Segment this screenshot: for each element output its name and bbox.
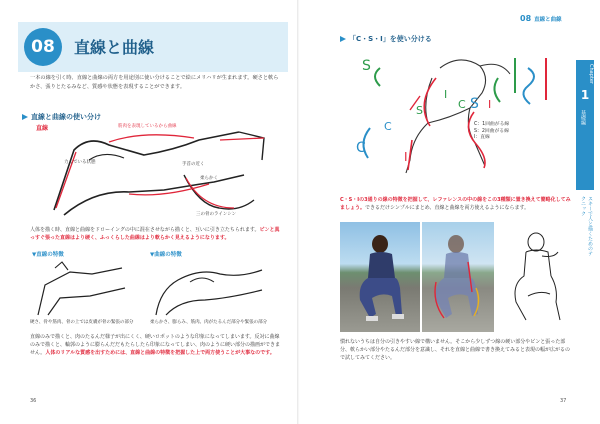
line-drawing-panel <box>496 222 572 332</box>
head-shape <box>372 235 388 253</box>
red-i-stroke <box>408 140 412 170</box>
right-section-heading <box>340 34 432 44</box>
legend-c: C：1回曲がる線 <box>474 122 510 127</box>
curve-arm-sketch <box>150 260 270 318</box>
shoe-shape <box>366 316 378 321</box>
body-text-1b-highlight: ピンと真っすぐ張った直線はより硬く、ふっくらした曲線はより軟らかく見えるようになります。 <box>30 227 280 241</box>
page-title: 直線と曲線 <box>74 38 155 57</box>
letter-c: C <box>458 98 466 111</box>
chapter-tab <box>576 60 594 190</box>
running-head-number: 08 <box>520 14 532 23</box>
letter-c: C <box>384 120 392 133</box>
curve-arm-outline <box>166 290 262 315</box>
letter-s: S <box>362 58 371 74</box>
torso-line <box>526 250 551 276</box>
side-title-strip <box>576 196 594 256</box>
running-head-title: 直線と曲線 <box>534 17 562 23</box>
overlay-photo <box>422 222 494 332</box>
arrow-icon <box>22 114 28 120</box>
section-number-badge: 08 <box>24 28 62 66</box>
letter-s: S <box>416 104 423 117</box>
arrow-icon <box>340 36 346 42</box>
sub-heading-straight: ▼直線の特徴 <box>32 252 64 258</box>
red-curve-line <box>109 135 194 142</box>
blue-s-mark <box>523 68 534 104</box>
figure-outline <box>440 60 486 166</box>
hand-outline <box>239 132 264 160</box>
straight-arm-outline <box>48 288 125 315</box>
right-body-text-1 <box>340 196 572 212</box>
fist-outline <box>55 262 68 270</box>
head-shape <box>448 235 464 253</box>
chapter-header <box>18 22 288 72</box>
straight-arm-sketch <box>30 260 145 318</box>
annotation-upper: 手首の近く <box>182 162 205 167</box>
caption-straight: 硬さ、骨や筋肉、骨の上では皮膚が骨の緊張の部分 <box>30 320 134 325</box>
page-number-left: 36 <box>30 398 37 404</box>
green-s-mark <box>375 68 380 86</box>
woman-squat-silhouette <box>340 222 420 332</box>
annotation-forearm: 力んでいる状態 <box>64 160 96 165</box>
letter-c: C <box>356 140 366 156</box>
legend-i: I：直線 <box>474 135 490 140</box>
annotation-bicep: 筋肉を表現しているから曲線 <box>118 124 177 129</box>
page-number-right: 37 <box>560 398 567 404</box>
sub-heading-curve: ▼曲線の特徴 <box>150 252 182 258</box>
green-c-mark <box>494 78 500 102</box>
body-text-2a: 直線のみで描くと、肉のたるんだ様子が出にくく、硬いロボットのような印象になってしまいます。反対に曲線のみで描くと、輪郭のように膨らんだだもたらしたら印象になってしまい、肉のように硬い部分の描画ができません。 <box>30 334 281 356</box>
letter-i: I <box>444 88 448 101</box>
sub-heading-curve-text: 曲線の特徴 <box>154 252 182 258</box>
chapter-label: Chapter <box>588 64 594 84</box>
legend-s: S：2回曲がる線 <box>474 128 509 134</box>
letter-i: I <box>404 150 408 164</box>
right-body-text-2: 慣れないうちは自分の引きやすい線で構いません。そこから少しずつ線の硬い部分やピンと張った部分、軟らかい部分やたるんだ部分を意識し、それを直線と曲線で書き換えてみると表現の幅が広がるので試してみてください。 <box>340 339 571 361</box>
woman-squat-drawing <box>496 222 572 332</box>
head-line <box>528 233 544 251</box>
csi-figure-illustration <box>350 48 565 178</box>
shoe-shape <box>392 314 404 319</box>
body-text-1a: 人体を描く時、直線と曲線をドローイングの中に混在させながら描くと、互いに引き立たちられます。 <box>30 227 260 233</box>
annotation-soft: 柔らかく <box>200 176 218 181</box>
annotation-sketch-note: 三の骨のラインシン <box>196 212 237 217</box>
left-page <box>0 0 298 424</box>
red-straight-line <box>220 138 264 140</box>
curve-arm-outline <box>156 270 262 315</box>
section-heading-text: 直線と曲線の使い分け <box>31 113 101 121</box>
body-text-2 <box>30 333 282 357</box>
woman-squat-overlay <box>422 222 494 332</box>
chapter-title: 基礎編 <box>580 110 586 125</box>
muscle-curve <box>190 278 214 282</box>
leg-line <box>515 252 526 320</box>
right-body-text-1a-highlight: C・S・Iの3通りの線の特徴を把握して、レファレンスの中の線をこの3種類に置き換えて簡略化してみましょう。 <box>340 197 571 211</box>
running-head <box>520 14 562 23</box>
side-title: スキーで人と描くためのテクニック <box>580 196 593 256</box>
arm-outline-top <box>54 132 239 210</box>
chapter-number: 1 <box>580 88 590 102</box>
legs-shape <box>360 278 402 318</box>
letter-s: S <box>470 96 479 112</box>
sub-heading-straight-text: 直線の特徴 <box>36 252 64 258</box>
thigh-line <box>528 292 550 296</box>
letter-i: I <box>488 98 492 111</box>
legs-shape <box>436 278 478 318</box>
intro-text: 一本の線を引く時、直線と曲線の両方を用途別に使い分けることで絵にメリハリが生まれます。硬さと軟らかさ、張りとたるみなど、質感や状態を表現することができます。 <box>30 75 279 90</box>
right-section-heading-text: 「C・S・I」を使い分ける <box>349 35 432 43</box>
caption-curve: 柔らかさ、膨らみ、筋肉、肉がたるんだ部分や緊張の部分 <box>150 320 268 325</box>
leg-line <box>551 276 560 320</box>
arm-illustration <box>34 120 274 222</box>
torso-shape <box>368 252 395 278</box>
torso-shape <box>444 252 471 278</box>
right-body-text-1b: できるだけシンプルにまとめ、直線と曲線を両方使えるようにならます。 <box>365 205 530 211</box>
csi-legend <box>474 122 534 142</box>
body-text-1 <box>30 226 282 242</box>
reference-photo <box>340 222 420 332</box>
body-text-2b-highlight: 人体のリアルな質感を出すためには、直線と曲線の特徴を把握した上で両方使うことが大事なのです。 <box>45 350 275 356</box>
arm-line <box>542 252 558 257</box>
annotation-elbow: 直線 <box>36 125 49 132</box>
